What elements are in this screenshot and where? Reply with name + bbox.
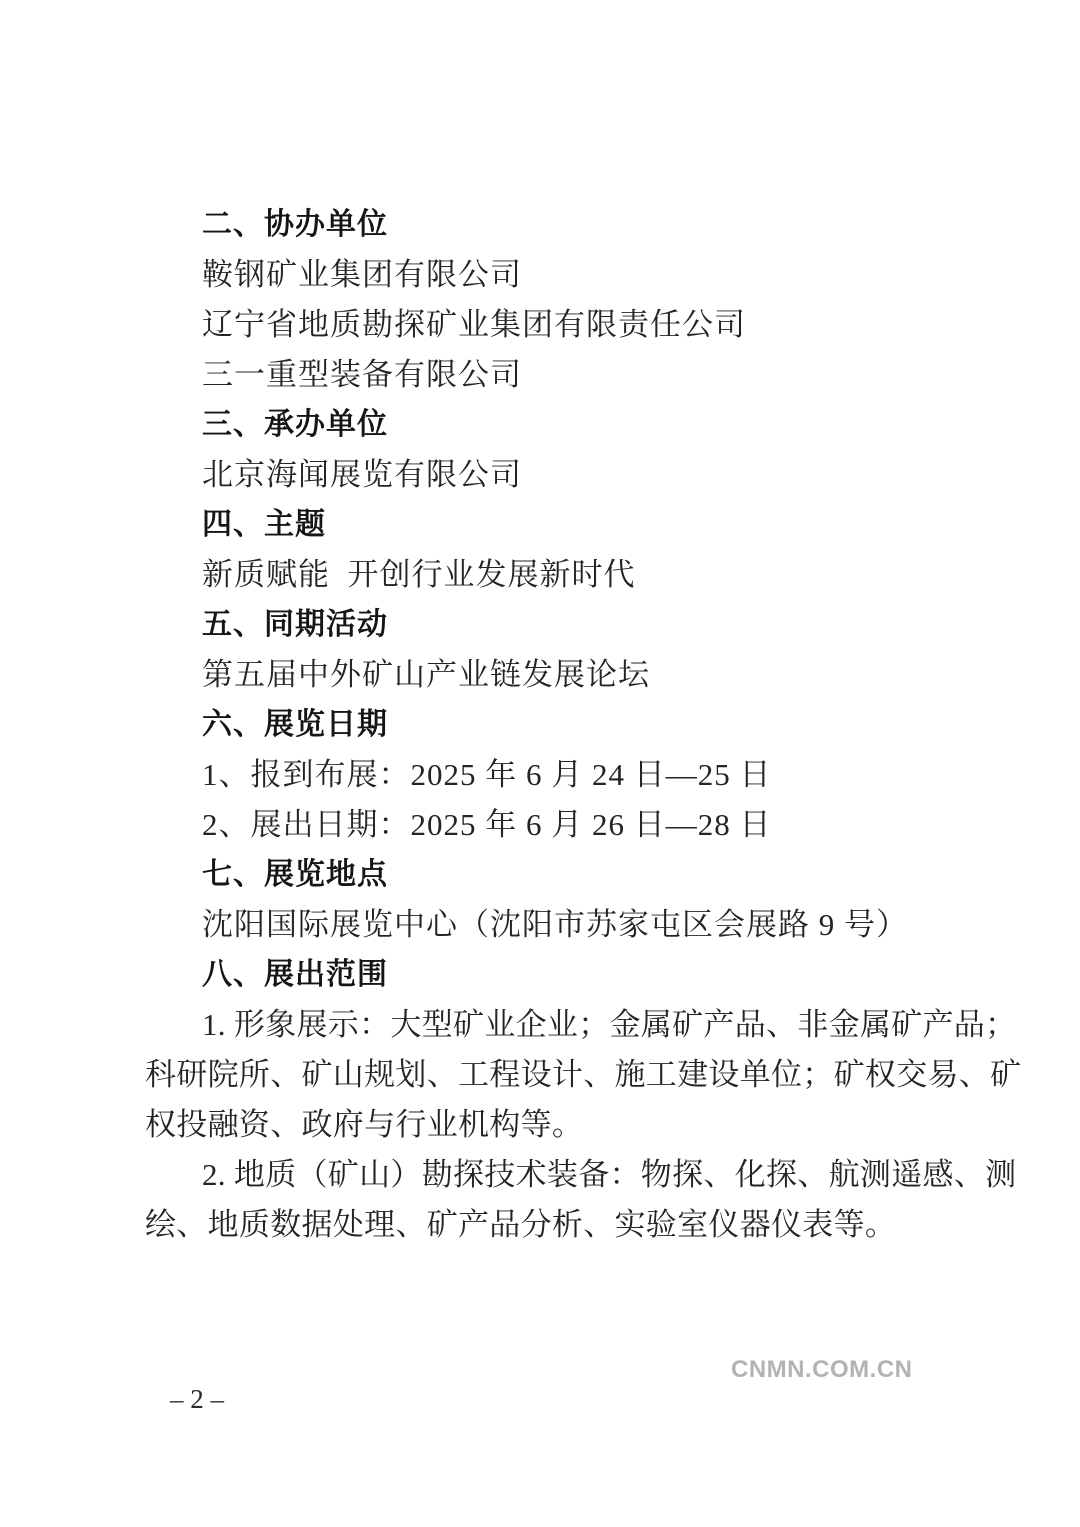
exhibition-date-show: 2、展出日期：2025 年 6 月 26 日—28 日 (202, 807, 772, 842)
scope-paragraph-1-line: 科研院所、矿山规划、工程设计、施工建设单位；矿权交易、矿 (145, 1057, 1022, 1092)
co-organizer-item: 辽宁省地质勘探矿业集团有限责任公司 (202, 307, 746, 342)
heading-theme: 四、主题 (202, 507, 326, 542)
organizer-item: 北京海闻展览有限公司 (202, 457, 522, 492)
venue-address: 沈阳国际展览中心（沈阳市苏家屯区会展路 9 号） (202, 907, 908, 942)
co-organizer-item: 鞍钢矿业集团有限公司 (202, 257, 522, 292)
heading-exhibit-scope: 八、展出范围 (202, 957, 388, 992)
co-organizer-item: 三一重型装备有限公司 (202, 357, 522, 392)
heading-exhibition-dates: 六、展览日期 (202, 707, 388, 742)
scope-paragraph-2-line: 绘、地质数据处理、矿产品分析、实验室仪器仪表等。 (145, 1207, 897, 1242)
scope-paragraph-2-line: 2. 地质（矿山）勘探技术装备：物探、化探、航测遥感、测 (202, 1157, 1017, 1192)
theme-text: 新质赋能 开创行业发展新时代 (202, 557, 636, 592)
exhibition-date-setup: 1、报到布展：2025 年 6 月 24 日—25 日 (202, 757, 772, 792)
heading-venue: 七、展览地点 (202, 857, 388, 892)
heading-concurrent-events: 五、同期活动 (202, 607, 388, 642)
document-content (145, 200, 1022, 1250)
heading-organizer: 三、承办单位 (202, 407, 388, 442)
heading-co-organizers: 二、协办单位 (202, 207, 388, 242)
scope-paragraph-1-line: 权投融资、政府与行业机构等。 (145, 1107, 584, 1142)
concurrent-event-item: 第五届中外矿山产业链发展论坛 (202, 657, 650, 692)
page-number: – 2 – (170, 1384, 224, 1414)
site-watermark: CNMN.COM.CN (731, 1356, 913, 1383)
scope-paragraph-1-line: 1. 形象展示：大型矿业企业；金属矿产品、非金属矿产品； (202, 1007, 1017, 1042)
